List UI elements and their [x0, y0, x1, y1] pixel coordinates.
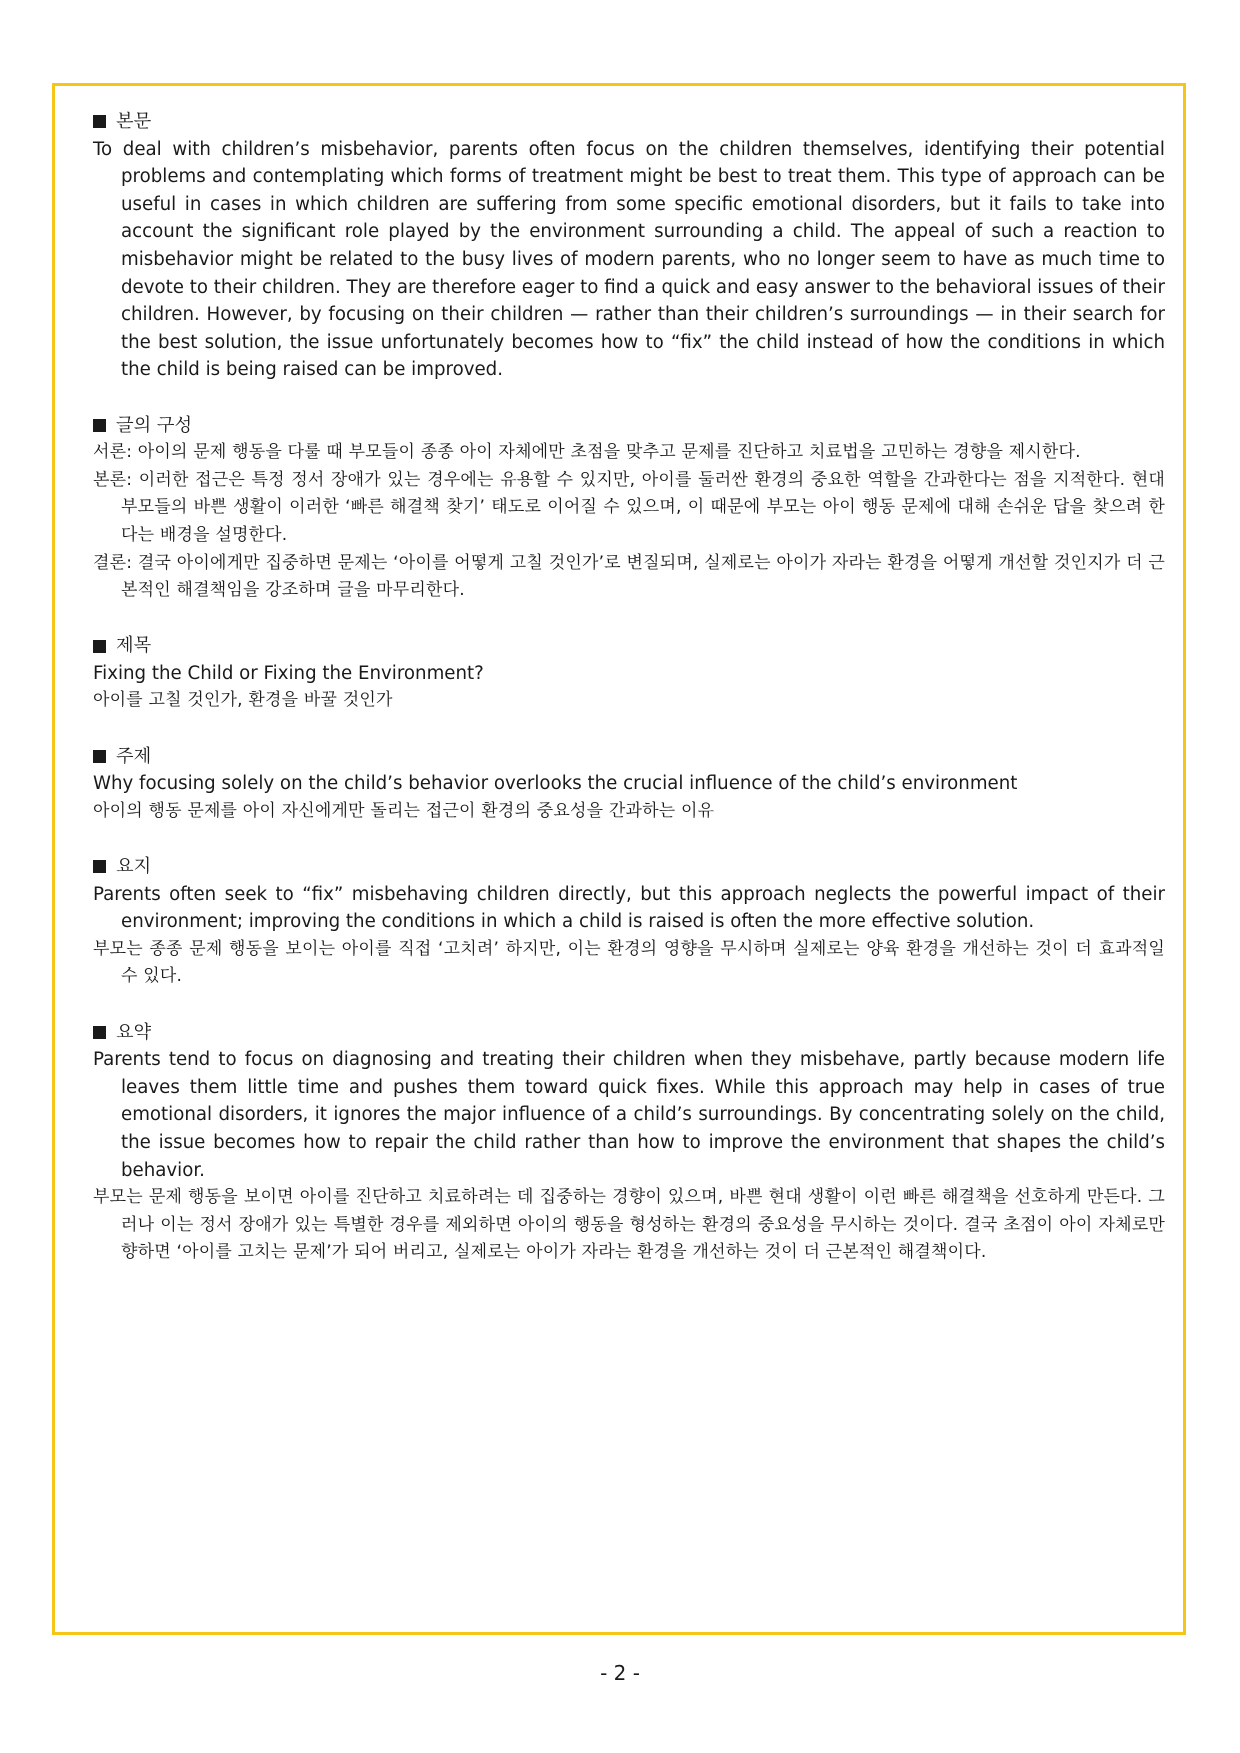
gist-english: Parents often seek to “fix” misbehaving children directly, but this approach neglects the powerful impact of their environment; improving the conditions in which a child is raised is often the more effective solution.	[93, 883, 1165, 933]
title-korean: 아이를 고칠 것인가, 환경을 바꿀 것인가	[93, 690, 393, 711]
heading-label: 제목	[116, 635, 152, 657]
section-heading	[93, 853, 1165, 881]
section-body	[93, 108, 1165, 384]
heading-label: 요약	[116, 1021, 152, 1043]
square-bullet-icon	[93, 419, 106, 432]
structure-conclusion: 결론: 결국 아이에게만 집중하면 문제는 ‘아이를 어떻게 고칠 것인가’로 변질되며, 실제로는 아이가 자라는 환경을 어떻게 개선할 것인지가 더 근본적인 해결책임을 강조하며 글을 마무리한다.	[93, 552, 1165, 601]
square-bullet-icon	[93, 860, 106, 873]
gist-korean: 부모는 종종 문제 행동을 보이는 아이를 직접 ‘고치려’ 하지만, 이는 환경의 영향을 무시하며 실제로는 양육 환경을 개선하는 것이 더 효과적일 수 있다.	[93, 938, 1165, 987]
theme-english: Why focusing solely on the child’s behavior overlooks the crucial influence of the child’s environment	[93, 773, 1018, 795]
heading-label: 글의 구성	[116, 414, 193, 436]
summary-korean: 부모는 문제 행동을 보이면 아이를 진단하고 치료하려는 데 집중하는 경향이 있으며, 바쁜 현대 생활이 이런 빠른 해결책을 선호하게 만든다. 그러나 이는 정서 장애가 있는 특별한 경우를 제외하면 아이의 행동을 형성하는 환경의 중요성을 무시하는 것이다. 결국 초점이 아이 자체로만 향하면 ‘아이를 고치는 문제’가 되어 버리고, 실제로는 아이가 자라는 환경을 개선하는 것이 더 근본적인 해결책이다.	[93, 1187, 1165, 1263]
section-gist	[93, 853, 1165, 991]
section-structure	[93, 412, 1165, 605]
section-heading	[93, 632, 1165, 660]
document-content	[93, 108, 1165, 1295]
structure-main: 본론: 이러한 접근은 특정 정서 장애가 있는 경우에는 유용할 수 있지만, 아이를 둘러싼 환경의 중요한 역할을 간과한다는 점을 지적한다. 현대 부모들의 바쁜 생활이 이러한 ‘빠른 해결책 찾기’ 태도로 이어질 수 있으며, 이 때문에 부모는 아이 행동 문제에 대해 손쉬운 답을 찾으려 한다는 배경을 설명한다.	[93, 469, 1165, 545]
heading-label: 주제	[116, 745, 152, 767]
square-bullet-icon	[93, 115, 106, 128]
heading-label: 본문	[116, 111, 152, 132]
page-number: - 2 -	[600, 1661, 640, 1685]
body-paragraph: To deal with children’s misbehavior, parents often focus on the children themselves, identifying their potential problems and contemplating which forms of treatment might be best to treat them. This type of approach can be useful in cases in which children are suffering from some specific emotional disorders, but it fails to take into account the significant role played by the environment surrounding a child. The appeal of such a reaction to misbehavior might be related to the busy lives of modern parents, who no longer seem to have as much time to devote to their children. They are therefore eager to find a quick and easy answer to the behavioral issues of their children. However, by focusing on their children — rather than their children’s surroundings — in their search for the best solution, the issue unfortunately becomes how to “fix” the child instead of how the conditions in which the child is being raised can be improved.	[93, 138, 1165, 381]
square-bullet-icon	[93, 750, 106, 763]
section-heading	[93, 412, 1165, 440]
square-bullet-icon	[93, 1026, 106, 1039]
square-bullet-icon	[93, 640, 106, 653]
section-summary	[93, 1019, 1165, 1267]
section-heading	[93, 108, 1165, 136]
structure-intro: 서론: 아이의 문제 행동을 다룰 때 부모들이 종종 아이 자체에만 초점을 맞추고 문제를 진단하고 치료법을 고민하는 경향을 제시한다.	[93, 442, 1081, 463]
section-title	[93, 632, 1165, 715]
summary-english: Parents tend to focus on diagnosing and treating their children when they misbehave, partly because modern life leaves them little time and pushes them toward quick fixes. While this approach may help in cases of true emotional disorders, it ignores the major influence of a child’s surroundings. By concentrating solely on the child, the issue becomes how to repair the child rather than how to improve the environment that shapes the child’s behavior.	[93, 1049, 1165, 1181]
title-english: Fixing the Child or Fixing the Environment?	[93, 662, 484, 684]
section-heading	[93, 1019, 1165, 1047]
heading-label: 요지	[116, 856, 152, 878]
section-heading	[93, 743, 1165, 771]
theme-korean: 아이의 행동 문제를 아이 자신에게만 돌리는 접근이 환경의 중요성을 간과하는 이유	[93, 800, 715, 821]
section-theme	[93, 743, 1165, 826]
